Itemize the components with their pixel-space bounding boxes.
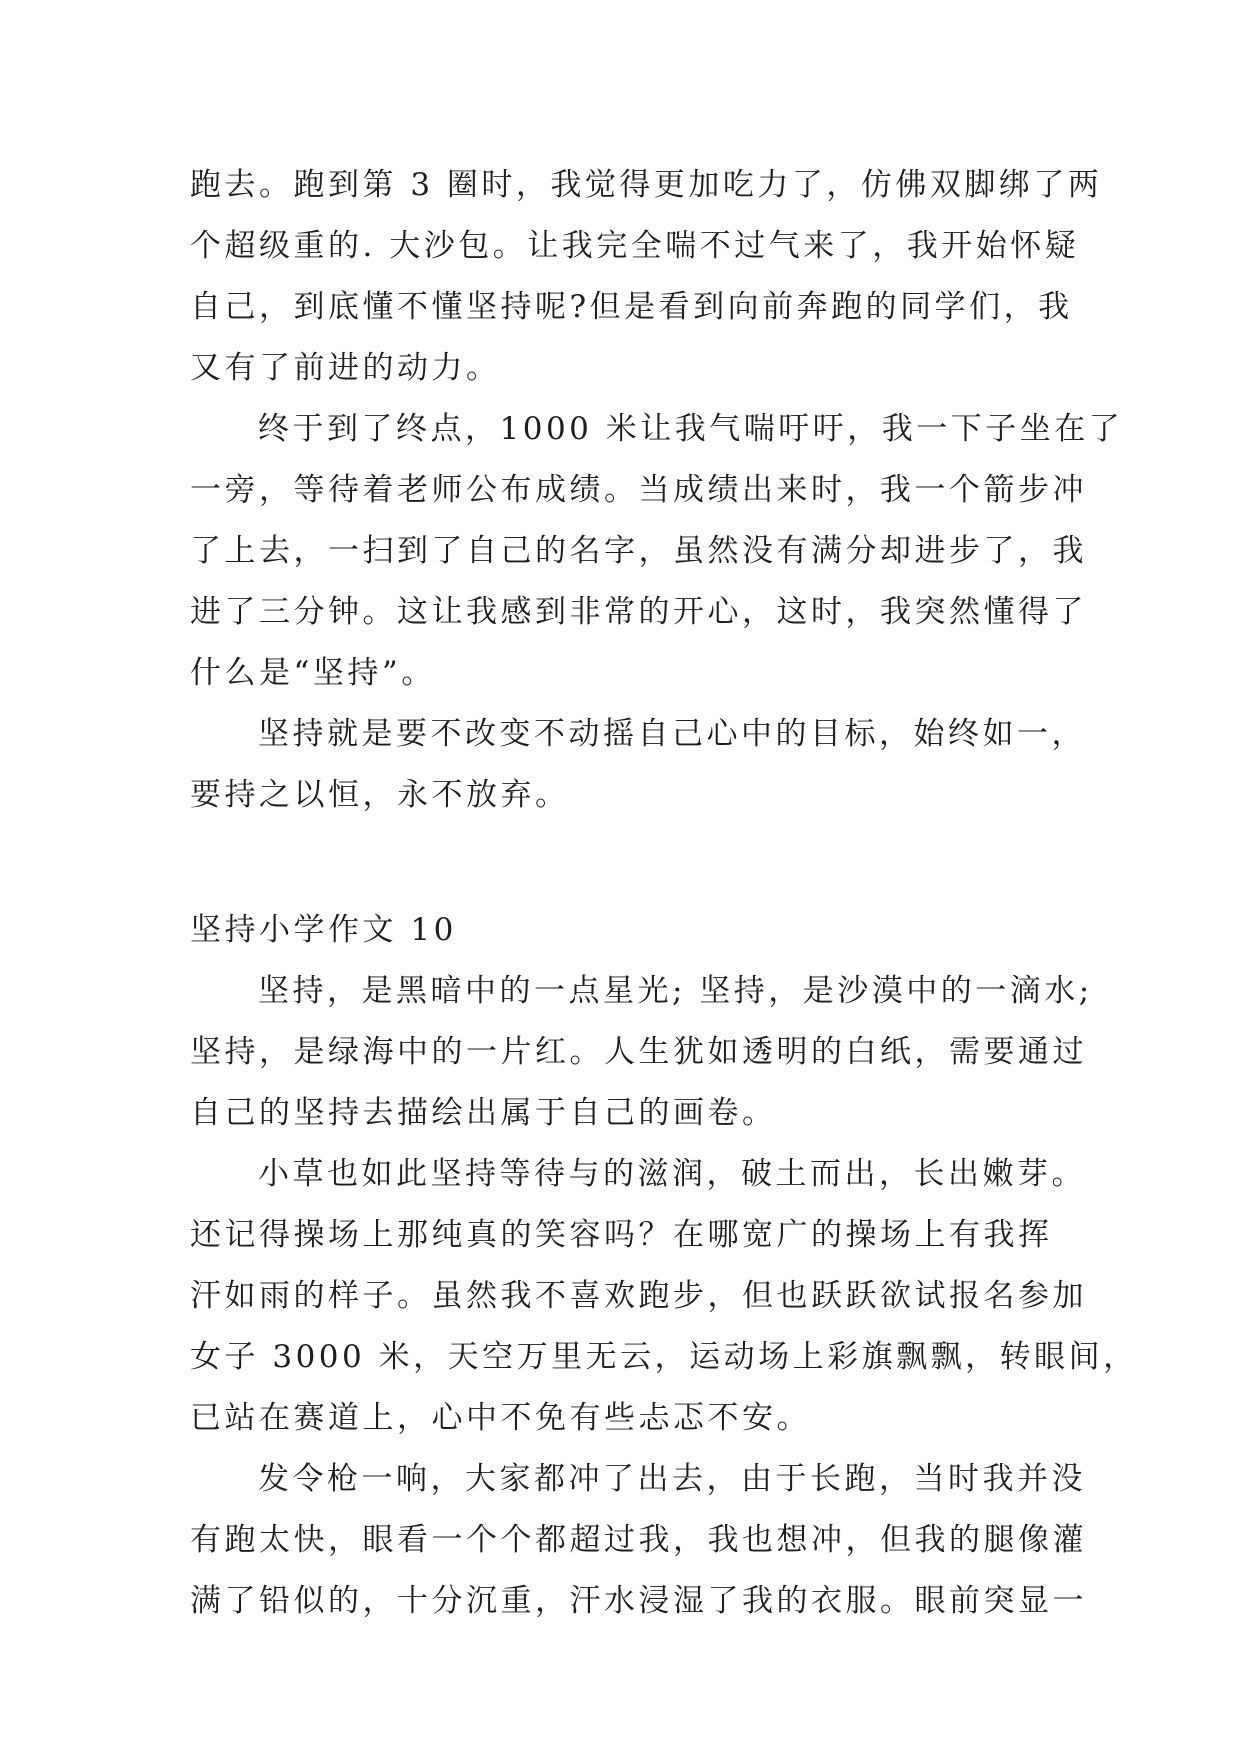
- document-body: [190, 155, 1138, 1632]
- text-line: 女子 3000 米，天空万里无云，运动场上彩旗飘飘，转眼间，: [190, 1339, 1138, 1375]
- paragraph-first-line: 坚持就是要不改变不动摇自己心中的目标，始终如一，: [258, 716, 1086, 752]
- text-line: 一旁，等待着老师公布成绩。当成绩出来时，我一个箭步冲: [190, 472, 1087, 508]
- text-line: 有跑太快，眼看一个个都超过我，我也想冲，但我的腿像灌: [190, 1522, 1087, 1558]
- text-line: 自己，到底懂不懂坚持呢?但是看到向前奔跑的同学们，我: [190, 289, 1073, 325]
- paragraph-first-line: 坚持，是黑暗中的一点星光; 坚持，是沙漠中的一滴水;: [258, 973, 1093, 1009]
- paragraph-first-line: 小草也如此坚持等待与的滋润，破土而出，长出嫩芽。: [258, 1156, 1086, 1192]
- paragraph-first-line: 发令枪一响，大家都冲了出去，由于长跑，当时我并没: [258, 1461, 1086, 1497]
- text-line: 还记得操场上那纯真的笑容吗？在哪宽广的操场上有我挥: [190, 1217, 1053, 1253]
- text-line: 进了三分钟。这让我感到非常的开心，这时，我突然懂得了: [190, 594, 1087, 630]
- text-line: 个超级重的. 大沙包。让我完全喘不过气来了，我开始怀疑: [190, 228, 1080, 264]
- text-line: 跑去。跑到第 3 圈时，我觉得更加吃力了，仿佛双脚绑了两: [190, 167, 1103, 203]
- text-line: 又有了前进的动力。: [190, 350, 501, 386]
- section-gap: [190, 826, 1070, 900]
- text-line: 满了铅似的，十分沉重，汗水浸湿了我的衣服。眼前突显一: [190, 1583, 1087, 1619]
- text-line: 要持之以恒，永不放弃。: [190, 777, 570, 813]
- text-line: 已站在赛道上，心中不免有些忐忑不安。: [190, 1400, 811, 1436]
- paragraph-first-line: 终于到了终点，1000 米让我气喘吁吁，我一下子坐在了: [258, 411, 1124, 447]
- text-line: 汗如雨的样子。虽然我不喜欢跑步，但也跃跃欲试报名参加: [190, 1278, 1087, 1314]
- text-line: 什么是“坚持”。: [190, 655, 436, 691]
- section-heading: 坚持小学作文 10: [190, 912, 457, 948]
- text-line: 了上去，一扫到了自己的名字，虽然没有满分却进步了，我: [190, 533, 1087, 569]
- text-line: 自己的坚持去描绘出属于自己的画卷。: [190, 1095, 777, 1131]
- text-line: 坚持，是绿海中的一片红。人生犹如透明的白纸，需要通过: [190, 1034, 1087, 1070]
